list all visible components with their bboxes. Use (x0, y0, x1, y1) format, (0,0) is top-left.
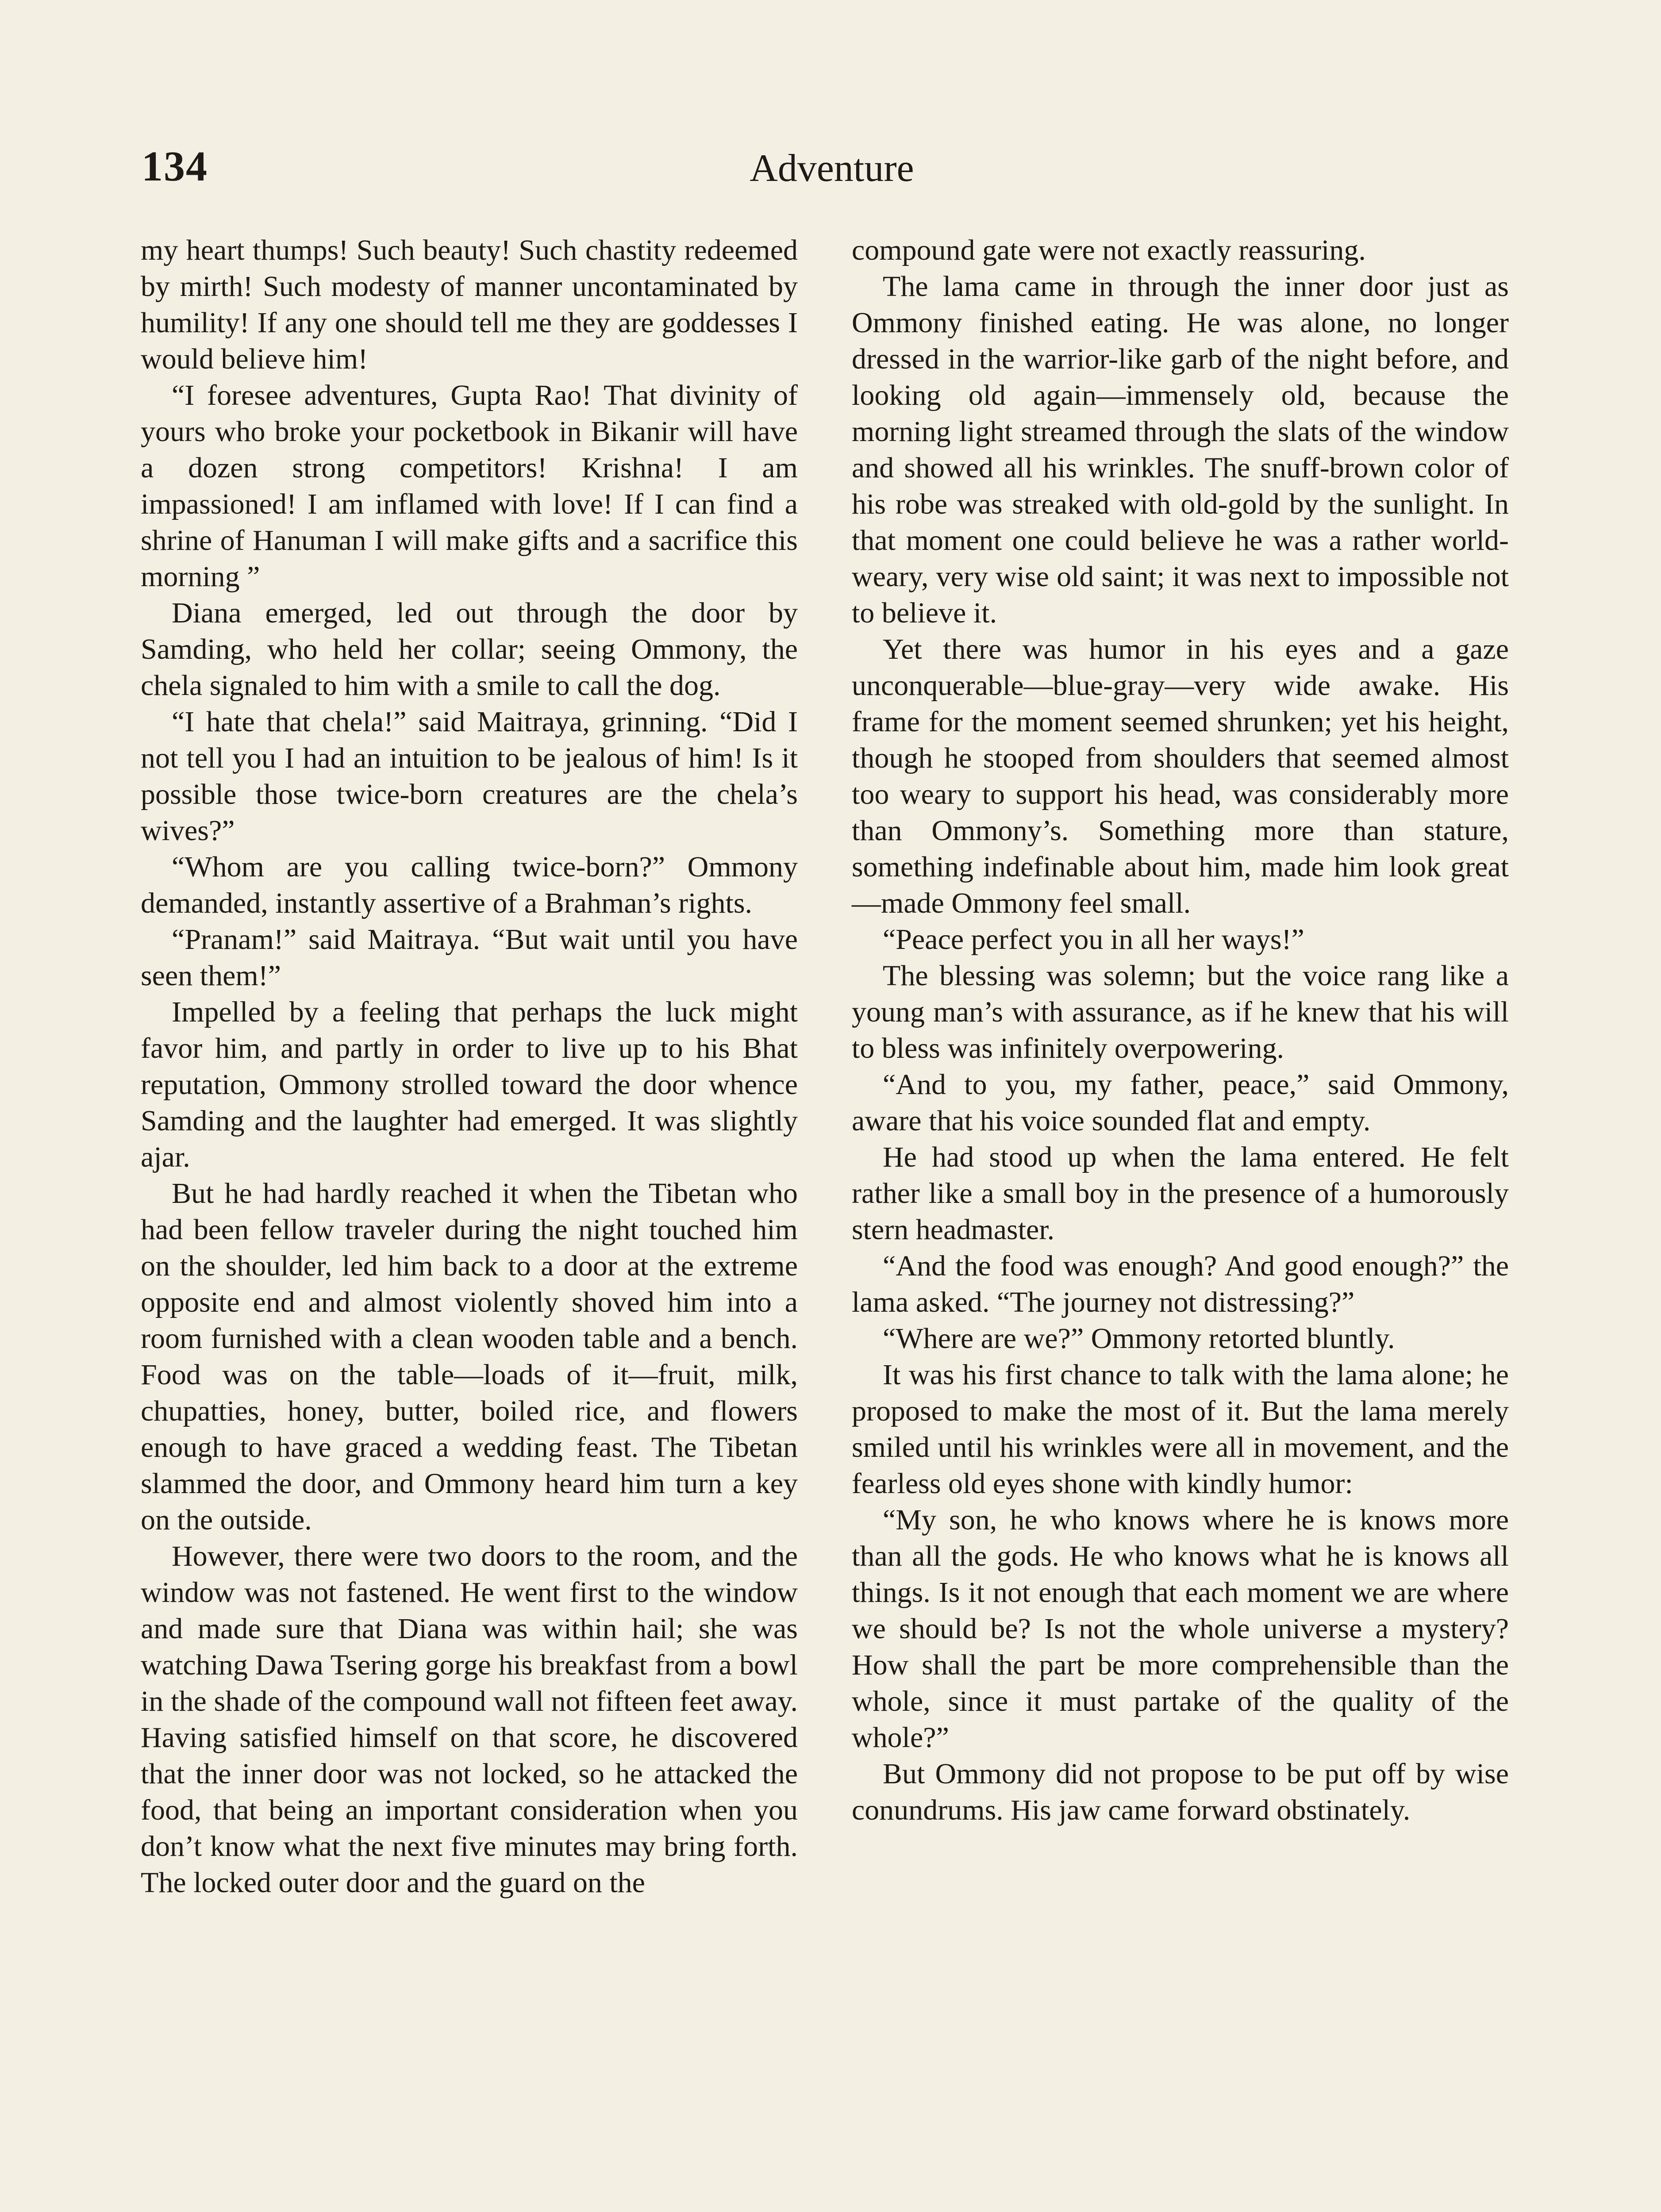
page-header (142, 133, 1522, 212)
paragraph: The blessing was solemn; but the voice rang like a young man’s with assurance, as if he knew that his will to bless was infinitely overpowering. (852, 960, 1509, 1064)
paragraph: my heart thumps! Such beauty! Such chastity redeemed by mirth! Such modesty of manner uncontaminated by humility! If any one should tell me they are goddesses I would believe him! (141, 234, 798, 375)
paragraph: Diana emerged, led out through the door by Samding, who held her collar; seeing Ommony, the chela signaled to him with a smile to call the dog. (141, 597, 798, 702)
paragraph: “And to you, my father, peace,” said Ommony, aware that his voice sounded flat and empty. (852, 1068, 1509, 1137)
paragraph: But Ommony did not propose to be put off by wise conundrums. His jaw came forward obstinately. (852, 1758, 1509, 1826)
paragraph: Yet there was humor in his eyes and a gaze unconquerable—blue-gray—very wide awake. His frame for the moment seemed shrunken; yet his height, though he stooped from shoulders that seemed almost too weary to support his head, was considerably more than Ommony’s. Something more than stature, something indefinable about him, made him look great—made Ommony feel small. (852, 633, 1509, 919)
paragraph: “My son, he who knows where he is knows more than all the gods. He who knows what he is knows all things. Is it not enough that each moment we are where we should be? Is not the whole universe a mystery? How shall the part be more comprehensible than the whole, since it must partake of the quality of the whole?” (852, 1504, 1509, 1754)
paragraph: However, there were two doors to the room, and the window was not fastened. He went first to the window and made sure that Diana was within hail; she was watching Dawa Tsering gorge his breakfast from a bowl in the shade of the compound wall not fifteen feet away. Having satisfied himself on that score, he discovered that the inner door was not locked, so he attacked the food, that being an important consideration when you don’t know what the next five minutes may bring forth. The locked outer door and the guard on the (141, 1540, 798, 1899)
paragraph: “I foresee adventures, Gupta Rao! That divinity of yours who broke your pocketbook in Bikanir will have a dozen strong competitors! Krishna! I am impassioned! I am inflamed with love! If I can find a shrine of Hanuman I will make gifts and a sacrifice this morning ” (141, 379, 798, 593)
paragraph: “Pranam!” said Maitraya. “But wait until you have seen them!” (141, 923, 798, 992)
paragraph: “I hate that chela!” said Maitraya, grinning. “Did I not tell you I had an intuition to be jealous of him! Is it possible those twice-born creatures are the chela’s wives?” (141, 706, 798, 847)
paragraph: “Peace perfect you in all her ways!” (883, 923, 1304, 956)
magazine-title: Adventure (750, 147, 914, 190)
right-column (852, 232, 1509, 1828)
page-number: 134 (142, 142, 208, 190)
paragraph: It was his first chance to talk with the lama alone; he proposed to make the most of it. But the lama merely smiled until his wrinkles were all in movement, and the fearless old eyes shone with kindly humor: (852, 1359, 1509, 1500)
left-column (141, 232, 798, 1901)
paragraph: Impelled by a feeling that perhaps the luck might favor him, and partly in order to live up to his Bhat reputation, Ommony strolled toward the door whence Samding and the laughter had emerged. It was slightly ajar. (141, 996, 798, 1173)
paragraph: “Where are we?” Ommony retorted bluntly. (883, 1322, 1395, 1355)
paragraph: compound gate were not exactly reassuring. (852, 234, 1366, 266)
paragraph: He had stood up when the lama entered. He felt rather like a small boy in the presence of a humorously stern headmaster. (852, 1141, 1509, 1246)
paragraph: The lama came in through the inner door just as Ommony finished eating. He was alone, no longer dressed in the warrior-like garb of the night before, and looking old again—immensely old, because the morning light streamed through the slats of the window and showed all his wrinkles. The snuff-brown color of his robe was streaked with old-gold by the sunlight. In that moment one could believe he was a rather world-weary, very wise old saint; it was next to impossible not to believe it. (852, 270, 1509, 629)
paragraph: “Whom are you calling twice-born?” Ommony demanded, instantly assertive of a Brahman’s rights. (141, 851, 798, 919)
paragraph: But he had hardly reached it when the Tibetan who had been fellow traveler during the night touched him on the shoulder, led him back to a door at the extreme opposite end and almost violently shoved him into a room furnished with a clean wooden table and a bench. Food was on the table—loads of it—fruit, milk, chupatties, honey, butter, boiled rice, and flowers enough to have graced a wedding feast. The Tibetan slammed the door, and Ommony heard him turn a key on the outside. (141, 1177, 798, 1536)
paragraph: “And the food was enough? And good enough?” the lama asked. “The journey not distressing?” (852, 1250, 1509, 1318)
